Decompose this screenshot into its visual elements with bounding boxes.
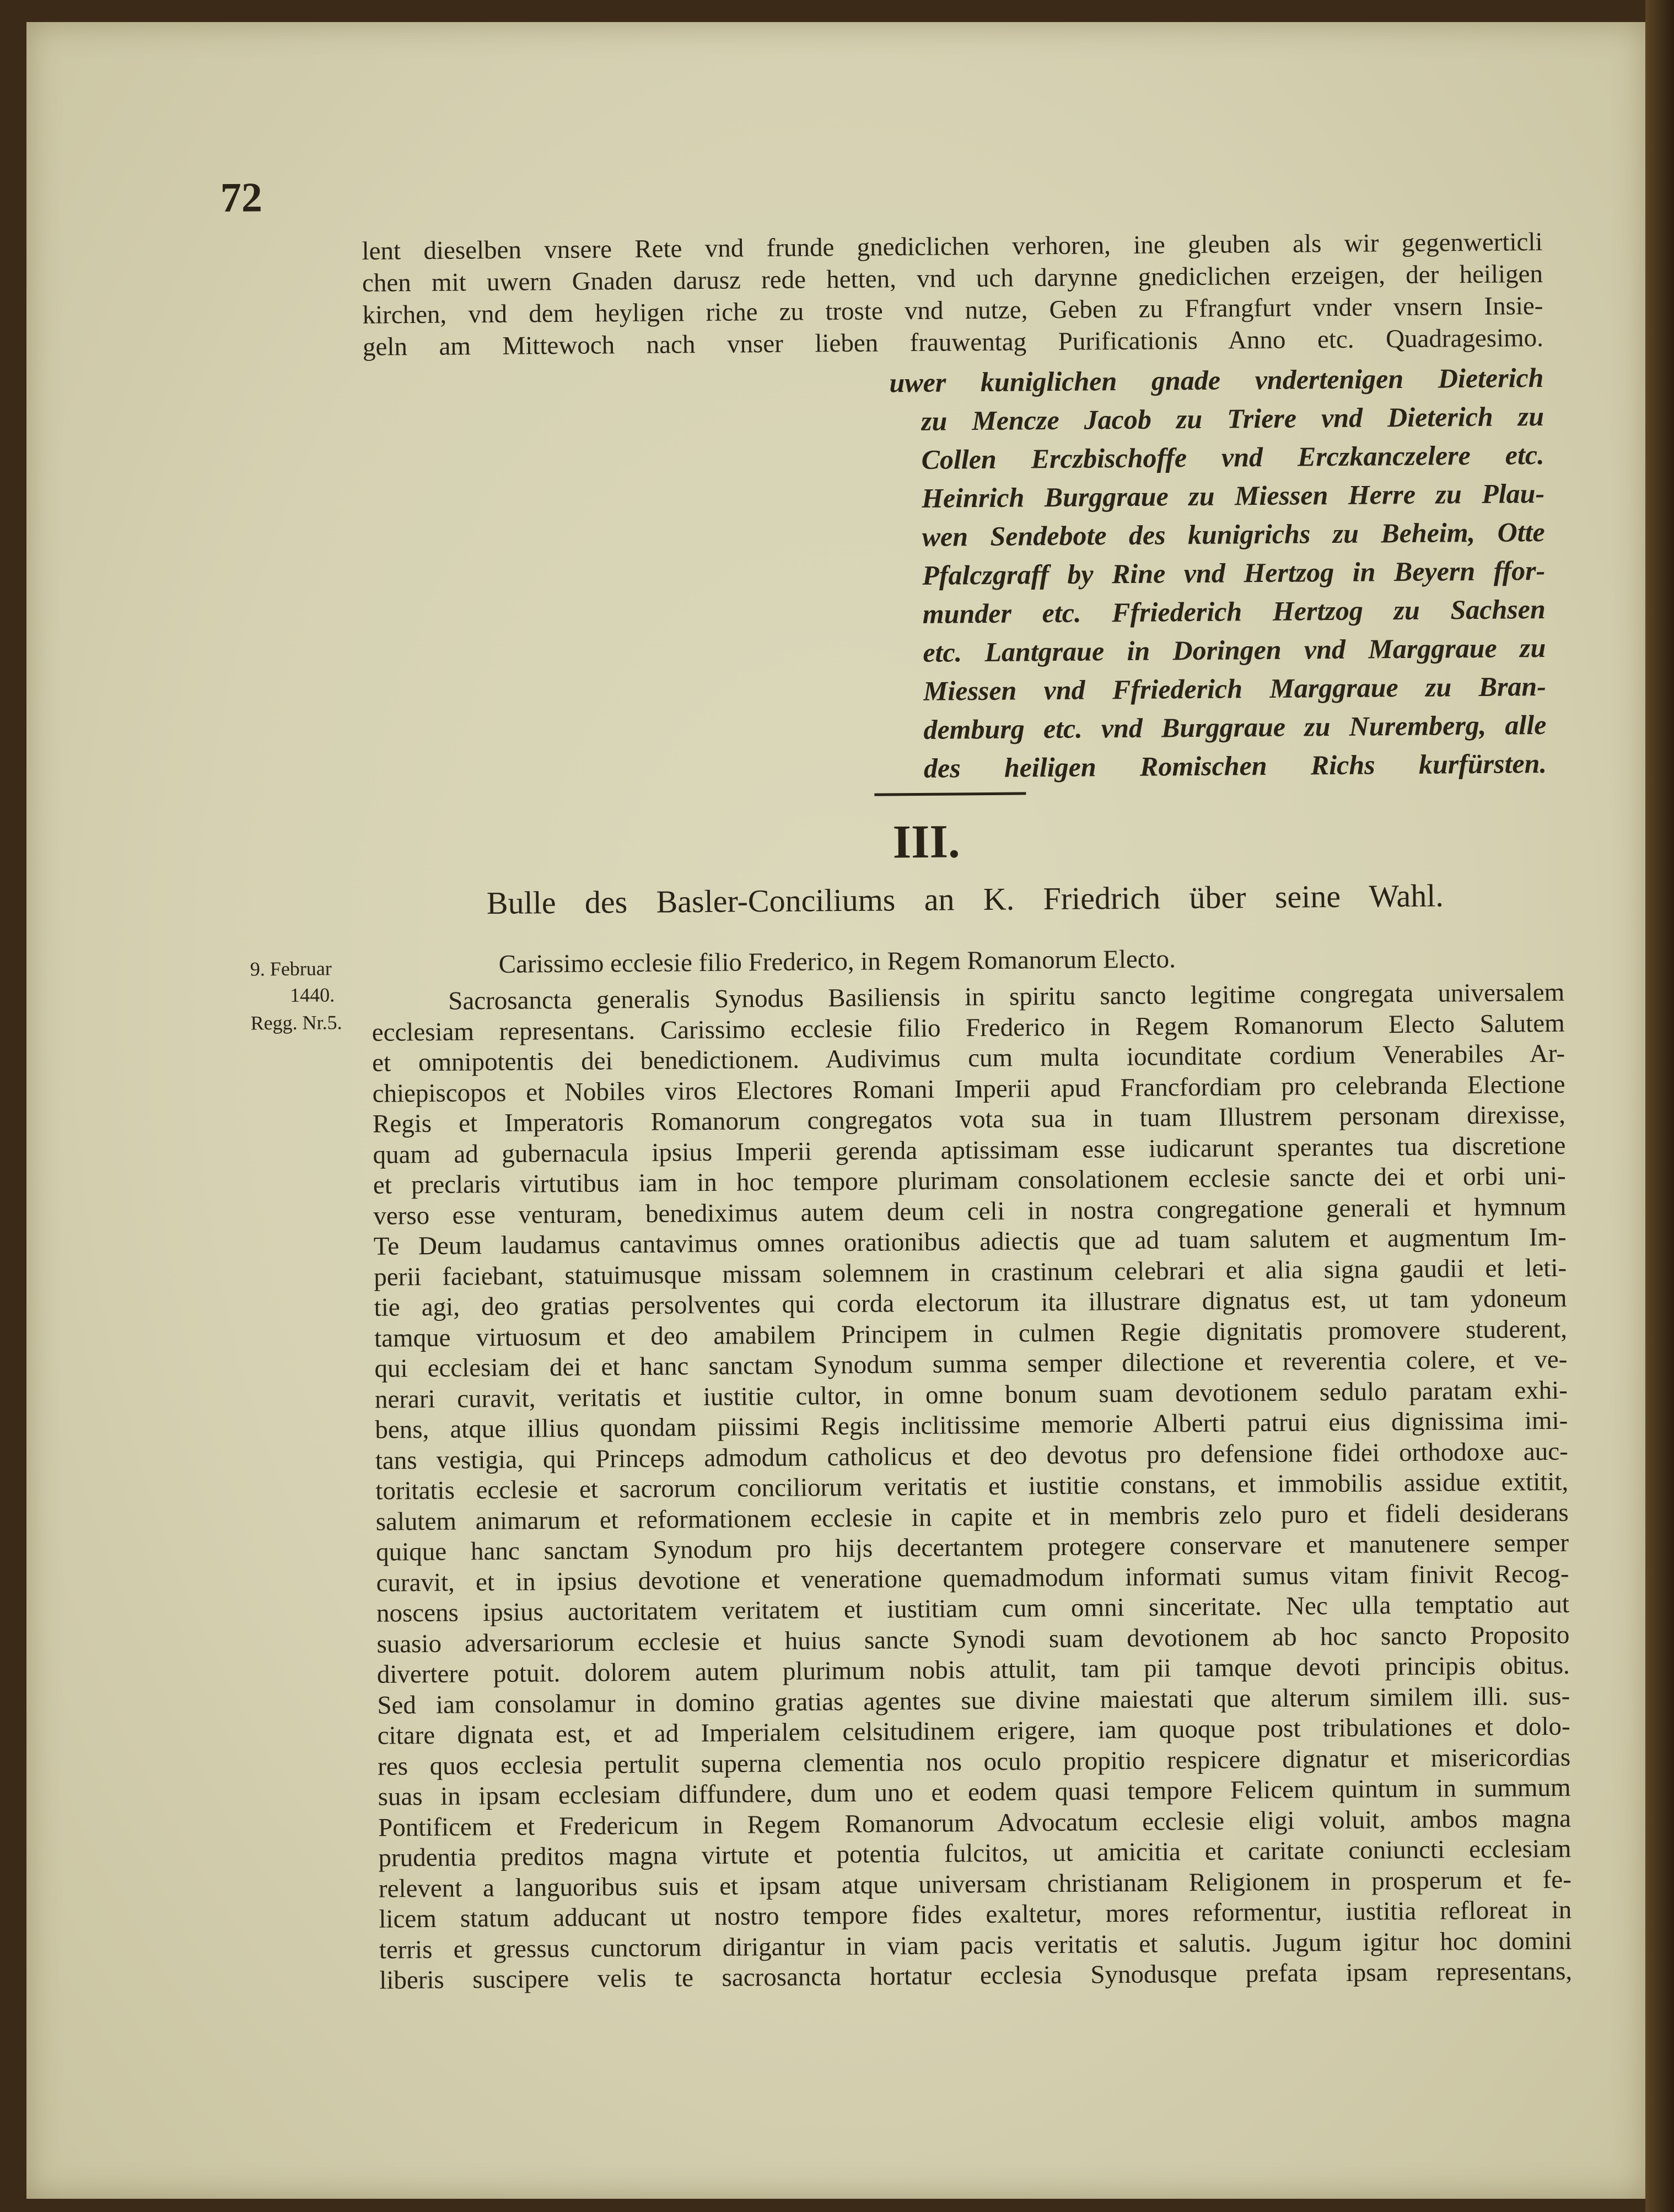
body-line: salutem animarum et reformationem ecclesie in capite et in membris zelo puro et fideli desiderans <box>375 1498 1569 1536</box>
body-line: prudentia preditos magna virtute et potentia fulcitos, ut amicitia et caritate coniuncti ecclesiam <box>378 1834 1571 1873</box>
letter-line: lent dieselben vnsere Rete vnd frunde gnediclichen verhoren, ine gleuben als wir gegenwerticli <box>362 228 1543 266</box>
body-line: suasio adversariorum ecclesie et huius sancte Synodi suam devotionem ab hoc sancto Proposito <box>376 1620 1570 1659</box>
body-line: Te Deum laudamus cantavimus omnes orationibus adiectis que ad tuam salutem et augmentum Im- <box>373 1222 1567 1261</box>
body-line: curavit, et in ipsius devotione et veneratione quemadmodum informati sumus vitam finivit Recog- <box>376 1559 1569 1598</box>
body-line: Sacrosancta generalis Synodus Basiliensis in spiritu sancto legitime congregata universalem <box>448 978 1565 1016</box>
body-line: ecclesiam representans. Carissimo ecclesie filio Frederico in Regem Romanorum Electo Salutem <box>372 1008 1565 1047</box>
letter-line: geln am Mittewoch nach vnser lieben frauwentag Purificationis Anno etc. Quadragesimo. <box>362 323 1544 362</box>
signature-line: Miessen vnd Ffriederich Marggraue zu Bran- <box>923 671 1547 706</box>
body-line: relevent a languoribus suis et ipsam atque universam christianam Religionem in prosperum et fe- <box>378 1865 1572 1903</box>
body-line: Pontificem et Fredericum in Regem Romanorum Advocatum ecclesie eligi voluit, ambos magna <box>378 1804 1571 1842</box>
body-line: quam ad gubernacula ipsius Imperii gerenda aptissimam esse iudicarunt sperantes tua discretione <box>373 1131 1566 1169</box>
margin-year: 1440. <box>290 984 335 1006</box>
signature-line: uwer kuniglichen gnade vndertenigen Dieterich <box>889 362 1544 398</box>
body-line: bens, atque illius quondam piissimi Regis inclitissime memorie Alberti patrui eius dignissima imi- <box>375 1406 1568 1444</box>
body-line: divertere potuit. dolorem autem plurimum nobis attulit, tam pii tamque devoti principis obitus. <box>376 1650 1570 1689</box>
body-line: citare dignata est, et ad Imperialem celsitudinem erigere, iam quoque post tribulationes et dolo- <box>377 1712 1570 1750</box>
signature-line: Heinrich Burggraue zu Miessen Herre zu Plau- <box>921 478 1545 514</box>
body-line: liberis suscipere velis te sacrosancta hortatur ecclesia Synodusque prefata ipsam representans, <box>379 1956 1573 1995</box>
body-line: tans vestigia, qui Princeps admodum catholicus et deo devotus pro defensione fidei orthodoxe auc- <box>375 1437 1568 1475</box>
body-line: et preclaris virtutibus iam in hoc tempore plurimam consolationem ecclesie sancte dei et orbi uni- <box>373 1161 1567 1200</box>
section-title: Bulle des Basler-Conciliums an K. Friedrich über seine Wahl. <box>486 877 1444 921</box>
body-line: suas in ipsam ecclesiam diffundere, dum uno et eodem quasi tempore Felicem quintum in summum <box>378 1773 1571 1811</box>
body-line: Sed iam consolamur in domino gratias agentes sue divine maiestati que alterum similem illi. sus- <box>377 1681 1570 1720</box>
body-line: tamque virtuosum et deo amabilem Principem in culmen Regie dignitatis promovere studerent, <box>374 1314 1568 1353</box>
margin-reference: Regg. Nr.5. <box>250 1011 342 1034</box>
signature-line: etc. Lantgraue in Doringen vnd Marggraue zu <box>923 632 1546 668</box>
body-line: tie agi, deo gratias persolventes qui corda electorum ita illustrare dignatus est, ut tam ydoneum <box>374 1283 1567 1322</box>
signature-line: des heiligen Romischen Richs kurfürsten. <box>923 748 1547 784</box>
body-line: et omnipotentis dei benedictionem. Audivimus cum multa iocunditate cordium Venerabiles Ar- <box>372 1039 1565 1077</box>
body-line: noscens ipsius auctoritatem veritatem et iustitiam cum omni sinceritate. Nec ulla temptatio aut <box>376 1589 1570 1628</box>
signature-line: munder etc. Ffriederich Hertzog zu Sachsen <box>922 594 1546 629</box>
body-line: chiepiscopos et Nobiles viros Electores Romani Imperii apud Francfordiam pro celebranda Electione <box>372 1070 1565 1108</box>
signature-line: Pfalczgraff by Rine vnd Hertzog in Beyern ffor- <box>922 555 1546 591</box>
body-line: perii faciebant, statuimusque missam solemnem in crastinum celebrari et alia signa gaudii et leti- <box>374 1253 1567 1292</box>
body-line: verso esse venturam, benediximus autem deum celi in nostra congregatione generali et hymnum <box>373 1192 1567 1231</box>
signature-line: demburg etc. vnd Burggraue zu Nuremberg, alle <box>923 709 1547 745</box>
signature-line: wen Sendebote des kunigrichs zu Beheim, Otte <box>922 516 1545 552</box>
signature-line: zu Mencze Jacob zu Triere vnd Dieterich zu <box>921 401 1544 436</box>
page-number: 72 <box>220 174 263 221</box>
body-line: quique hanc sanctam Synodum pro hijs decertantem protegere conservare et manutenere semper <box>375 1528 1569 1567</box>
signature-line: Collen Erczbischoffe vnd Erczkanczelere etc. <box>921 439 1544 475</box>
body-line: qui ecclesiam dei et hanc sanctam Synodum summa semper dilectione et reverentia colere, et ve- <box>374 1345 1568 1383</box>
letter-line: kirchen, vnd dem heyligen riche zu troste vnd nutze, Geben zu Ffrangfurt vnder vnsern Insie- <box>362 292 1543 330</box>
body-line: Regis et Imperatoris Romanorum congregatos vota sua in tuam Illustrem personam direxisse, <box>372 1100 1566 1139</box>
body-line: toritatis ecclesie et sacrorum conciliorum veritatis et iustitie constans, et immobilis assidue extitit, <box>375 1467 1569 1506</box>
body-line: terris et gressus cunctorum dirigantur in viam pacis veritatis et salutis. Jugum igitur hoc domini <box>379 1926 1572 1965</box>
margin-date: 9. Februar <box>250 957 332 980</box>
section-numeral: III. <box>892 814 960 868</box>
body-line: nerari curavit, veritatis et iustitie cultor, in omne bonum suam devotionem sedulo paratam exhi- <box>374 1375 1568 1414</box>
section-divider <box>874 792 1026 796</box>
letter-line: chen mit uwern Gnaden darusz rede hetten, vnd uch darynne gnediclichen erzeigen, der heiligen <box>362 260 1543 298</box>
body-line: licem statum adducant ut nostro tempore fides exaltetur, mores reformentur, iustitia refloreat in <box>379 1895 1572 1934</box>
body-line: res quos ecclesia pertulit superna clementia nos oculo propitio respicere dignatur et misericordias <box>377 1742 1571 1781</box>
bull-address: Carissimo ecclesie filio Frederico, in Regem Romanorum Electo. <box>498 945 1176 979</box>
